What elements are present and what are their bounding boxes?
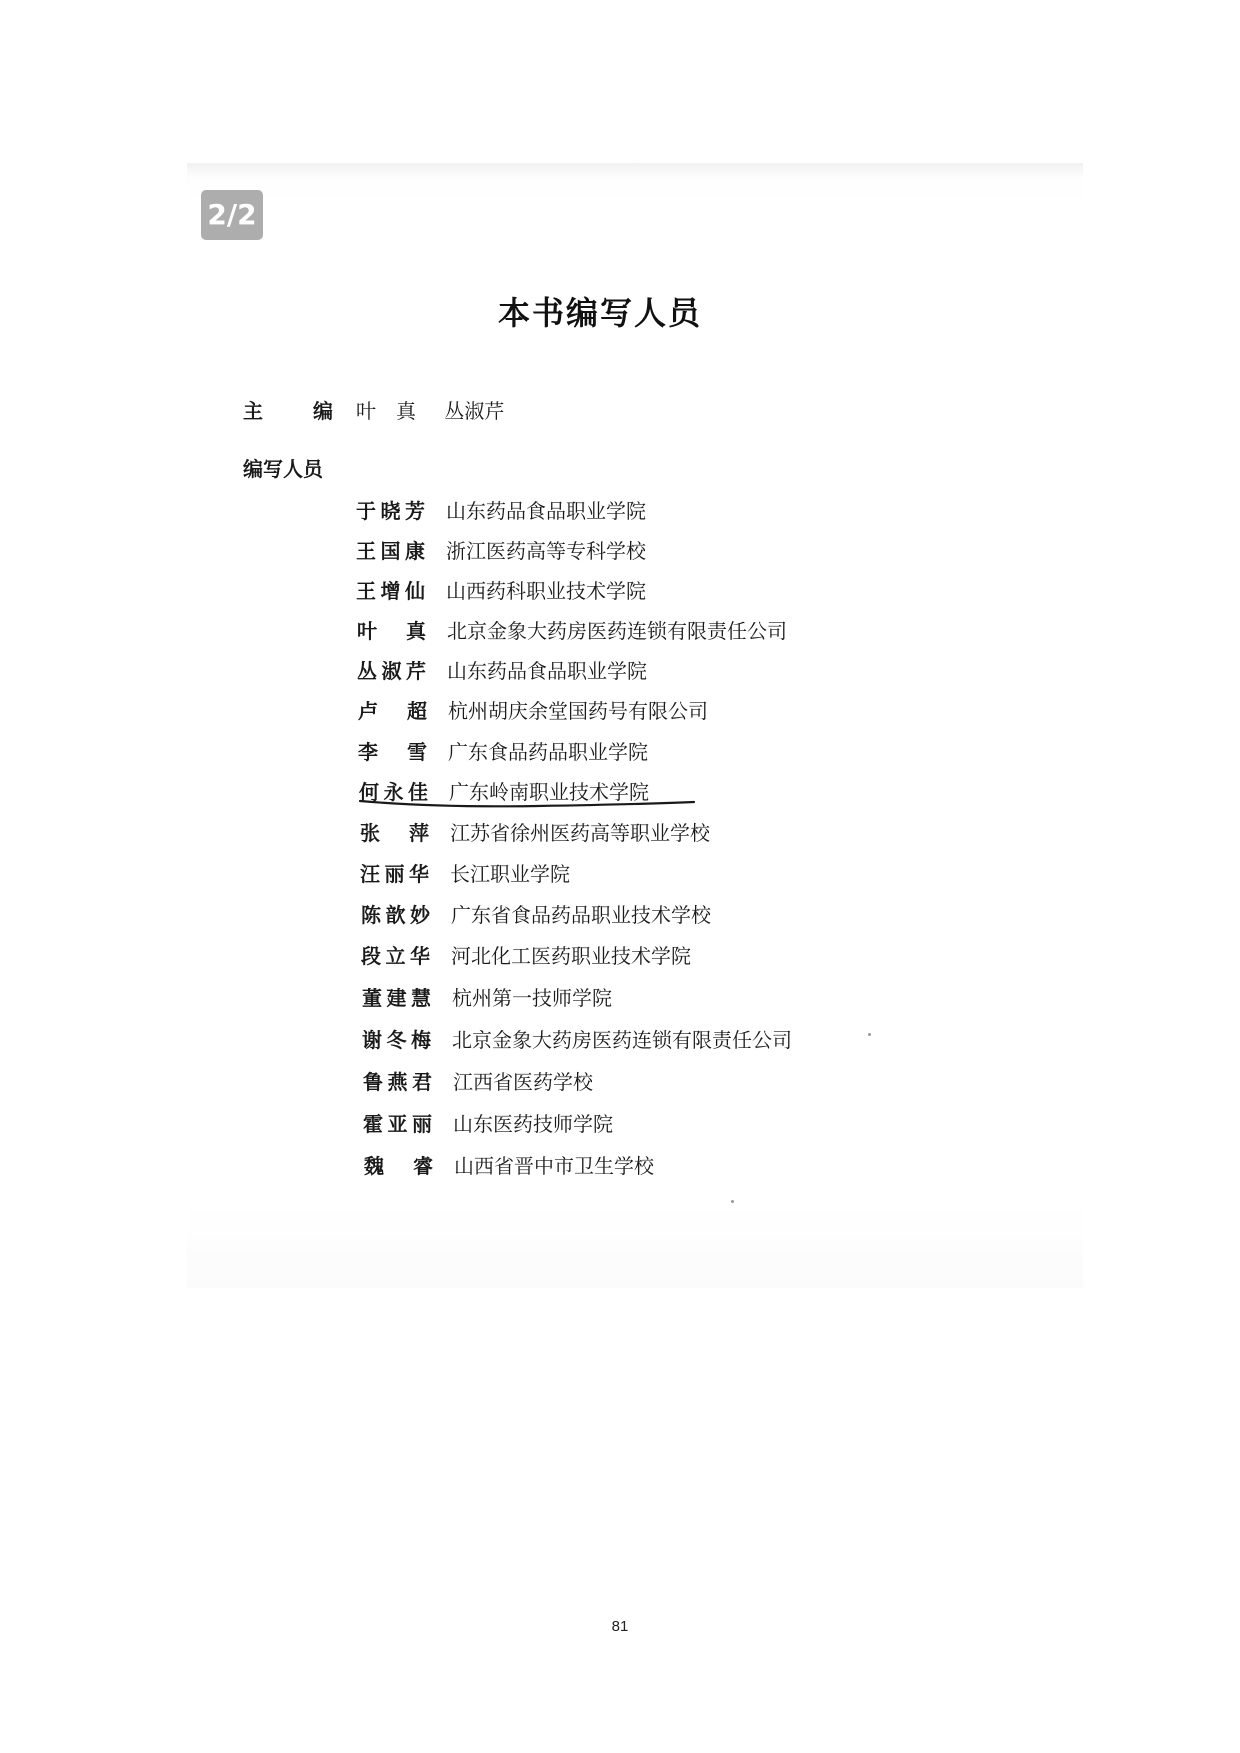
writer-institution: 江西省医药学校: [453, 1070, 593, 1094]
chief-editor-label-char: 编: [313, 399, 333, 423]
writer-row: [362, 982, 612, 1011]
writer-name: 丛淑芹: [357, 659, 427, 683]
chief-editor-names: [356, 395, 526, 424]
writers-heading: 编写人员: [243, 457, 323, 481]
writer-institution: 山西省晋中市卫生学校: [454, 1154, 654, 1178]
writer-name: 何永佳: [359, 780, 429, 804]
writer-row: [363, 1066, 593, 1095]
writer-row: [357, 615, 787, 644]
writer-row: [356, 575, 646, 604]
writer-row: [358, 695, 708, 724]
writer-institution: 山东医药技师学院: [453, 1112, 613, 1136]
writer-name: 陈歆妙: [361, 903, 431, 927]
chief-editor-label-char: 主: [243, 399, 263, 423]
writer-name: 李 雪: [358, 740, 428, 764]
scan-speck: [868, 1033, 871, 1036]
handwritten-underline: [358, 797, 698, 811]
writer-name: 段立华: [361, 944, 431, 968]
writer-name: 张 萍: [360, 821, 430, 845]
writer-institution: 北京金象大药房医药连锁有限责任公司: [452, 1028, 792, 1052]
writer-row: [356, 495, 646, 524]
writer-name: 汪丽华: [360, 862, 430, 886]
writer-row: [360, 817, 710, 846]
writer-row: [363, 1108, 613, 1137]
writer-institution: 浙江医药高等专科学校: [446, 539, 646, 563]
writer-row: [362, 1024, 792, 1053]
page-indicator-badge: 2/2: [201, 190, 263, 240]
chief-editor-name: 丛淑芹: [444, 399, 505, 423]
writer-institution: 山东药品食品职业学院: [447, 659, 647, 683]
writer-row: [364, 1150, 654, 1179]
chief-editor-name: 叶 真: [356, 399, 416, 423]
writer-institution: 北京金象大药房医药连锁有限责任公司: [447, 619, 787, 643]
writer-institution: 山西药科职业技术学院: [446, 579, 646, 603]
writer-row: [361, 899, 711, 928]
page-title: 本书编写人员: [497, 294, 702, 332]
page-number: 81: [611, 1618, 629, 1635]
writer-name: 叶 真: [357, 619, 427, 643]
writer-institution: 广东食品药品职业学院: [448, 740, 648, 764]
writer-row: [358, 736, 648, 765]
writer-institution: 山东药品食品职业学院: [446, 499, 646, 523]
writer-name: 霍亚丽: [363, 1112, 433, 1136]
writer-name: 卢 超: [358, 699, 428, 723]
writer-row: [361, 940, 691, 969]
writer-name: 鲁燕君: [363, 1070, 433, 1094]
writer-institution: 广东岭南职业技术学院: [449, 780, 649, 804]
writer-name: 谢冬梅: [362, 1028, 432, 1052]
writer-institution: 杭州胡庆余堂国药号有限公司: [448, 699, 708, 723]
writer-name: 于晓芳: [356, 499, 426, 523]
scan-speck: [731, 1200, 734, 1203]
writer-institution: 广东省食品药品职业技术学校: [451, 903, 711, 927]
chief-editor-label: [243, 395, 333, 424]
writer-row: [356, 535, 646, 564]
writer-name: 魏 睿: [364, 1154, 434, 1178]
writer-row: [357, 655, 647, 684]
writer-name: 王国康: [356, 539, 426, 563]
writer-institution: 长江职业学院: [450, 862, 570, 886]
writer-institution: 杭州第一技师学院: [452, 986, 612, 1010]
writer-row: [360, 858, 570, 887]
writer-institution: 江苏省徐州医药高等职业学校: [450, 821, 710, 845]
writer-institution: 河北化工医药职业技术学院: [451, 944, 691, 968]
writer-name: 王增仙: [356, 579, 426, 603]
writer-name: 董建慧: [362, 986, 432, 1010]
